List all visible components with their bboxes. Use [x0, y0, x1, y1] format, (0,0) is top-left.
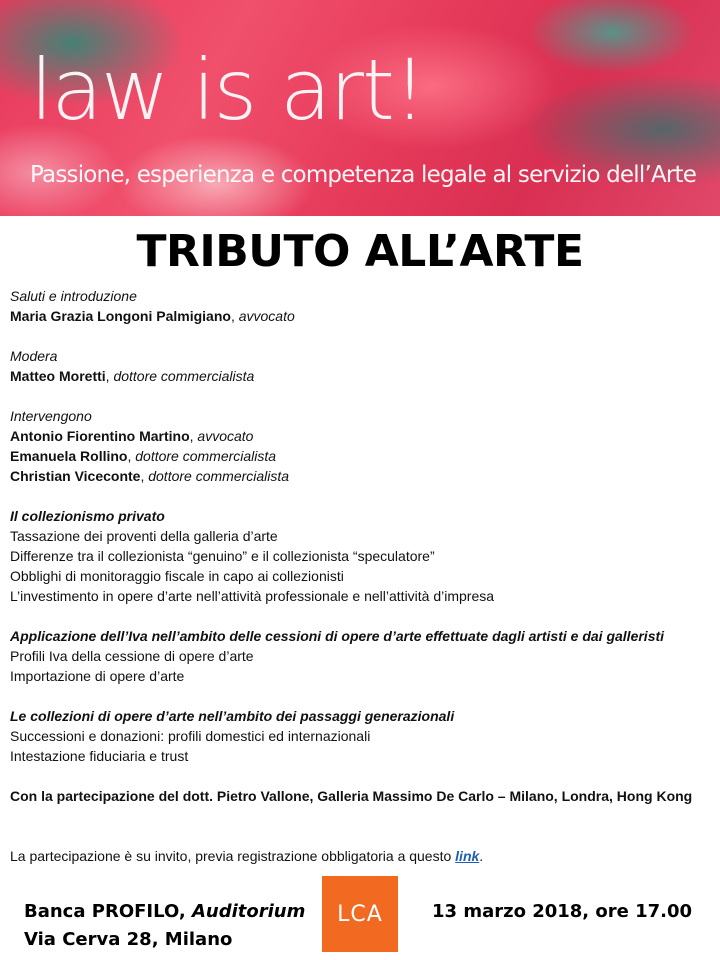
page-title: TRIBUTO ALL’ARTE: [136, 226, 584, 277]
invitation-note: [10, 846, 715, 866]
registration-link[interactable]: link: [455, 848, 480, 864]
venue-info: [24, 898, 305, 954]
opening-label: Saluti e introduzione: [10, 288, 137, 304]
speaker-role: avvocato: [238, 308, 295, 324]
opening-speaker: Maria Grazia Longoni Palmigiano, avvocato: [10, 308, 295, 324]
speaker-name: Antonio Fiorentino Martino: [10, 428, 190, 444]
speaker-role: dottore commercialista: [113, 368, 255, 384]
topic-item: Tassazione dei proventi della galleria d’arte: [10, 528, 278, 544]
event-datetime: 13 marzo 2018, ore 17.00: [432, 901, 693, 922]
speaker-item: Christian Viceconte, dottore commercialista: [10, 468, 290, 484]
speaker-item: Emanuela Rollino, dottore commercialista: [10, 448, 277, 464]
topic-item: Obblighi di monitoraggio fiscale in capo ai collezionisti: [10, 568, 344, 584]
topic-item: Profili Iva della cessione di opere d’arte: [10, 648, 254, 664]
venue-room: Auditorium: [191, 901, 306, 922]
speaker-role: dottore commercialista: [135, 448, 277, 464]
speaker-name: Christian Viceconte: [10, 468, 141, 484]
speakers-label: Intervengono: [10, 408, 92, 424]
venue-line: [24, 898, 305, 926]
topic-heading: Applicazione dell’Iva nell’ambito delle cessioni di opere d’arte effettuate dagli artisti e dai galleristi: [10, 628, 665, 644]
logo-text: LCA: [337, 901, 383, 927]
banner-title: law is art!: [30, 41, 425, 139]
topic-item: Intestazione fiduciaria e trust: [10, 748, 189, 764]
topic-item: L’investimento in opere d’arte nell’attività professionale e nell’attività d’impresa: [10, 588, 495, 604]
topic-item: Importazione di opere d’arte: [10, 668, 185, 684]
moderator-speaker: Matteo Moretti, dottore commercialista: [10, 368, 255, 384]
speaker-name: Emanuela Rollino: [10, 448, 128, 464]
invitation-end: .: [479, 848, 484, 864]
lca-logo: [322, 876, 398, 952]
banner-subtitle: Passione, esperienza e competenza legale al servizio dell’Arte: [30, 162, 697, 188]
speaker-item: Antonio Fiorentino Martino, avvocato: [10, 428, 254, 444]
topic-item: Differenze tra il collezionista “genuino” e il collezionista “speculatore”: [10, 548, 435, 564]
header-banner: [0, 0, 720, 216]
venue-name: Banca PROFILO,: [24, 901, 186, 922]
venue-address: Via Cerva 28, Milano: [24, 929, 233, 950]
speaker-name: Matteo Moretti: [10, 368, 106, 384]
program-content: [10, 286, 715, 866]
participation-note: Con la partecipazione del dott. Pietro Vallone, Galleria Massimo De Carlo – Milano, Londra, Hong Kong: [10, 788, 693, 804]
moderator-label: Modera: [10, 348, 58, 364]
topic-heading: Le collezioni di opere d’arte nell’ambito dei passaggi generazionali: [10, 708, 455, 724]
topic-item: Successioni e donazioni: profili domestici ed internazionali: [10, 728, 371, 744]
speaker-role: avvocato: [197, 428, 254, 444]
speaker-name: Maria Grazia Longoni Palmigiano: [10, 308, 231, 324]
speaker-role: dottore commercialista: [148, 468, 290, 484]
invitation-text: La partecipazione è su invito, previa registrazione obbligatoria a questo: [10, 848, 456, 864]
topic-heading: Il collezionismo privato: [10, 508, 165, 524]
